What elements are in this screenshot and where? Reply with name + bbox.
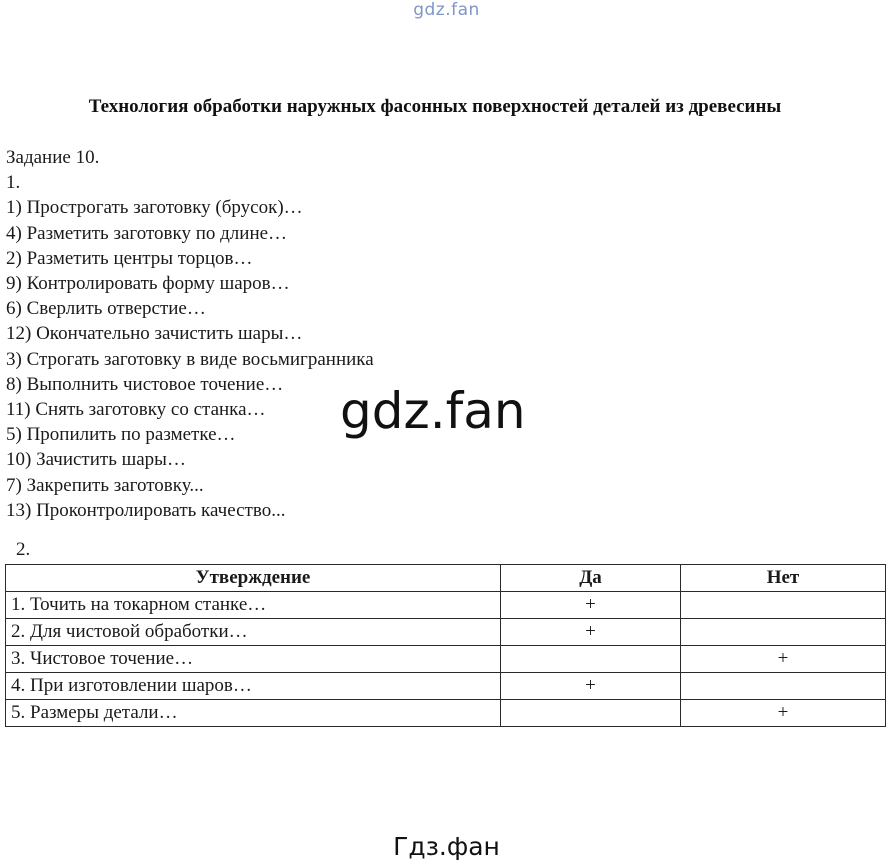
watermark-bottom: Гдз.фан [393, 832, 500, 861]
statement-cell: 5. Размеры детали… [6, 700, 501, 727]
step-item: 10) Зачистить шары… [6, 449, 186, 471]
watermark-center: gdz.fan [336, 380, 530, 442]
yes-cell: + [501, 673, 681, 700]
table-header-row [6, 565, 886, 592]
header-statement: Утверждение [6, 565, 501, 592]
no-cell: + [681, 700, 886, 727]
statement-cell: 3. Чистовое точение… [6, 646, 501, 673]
step-item: 9) Контролировать форму шаров… [6, 273, 290, 295]
header-no: Нет [681, 565, 886, 592]
step-item: 6) Сверлить отверстие… [6, 298, 206, 320]
step-item: 13) Проконтролировать качество... [6, 499, 286, 521]
statements-table [5, 564, 886, 727]
no-cell [681, 592, 886, 619]
step-item: 3) Строгать заготовку в виде восьмигранника [6, 348, 374, 370]
statement-cell: 4. При изготовлении шаров… [6, 673, 501, 700]
table-row [6, 700, 886, 727]
step-item: 11) Снять заготовку со станка… [6, 399, 266, 421]
step-item: 4) Разметить заготовку по длине… [6, 222, 288, 244]
step-item: 7) Закрепить заготовку... [6, 474, 204, 496]
yes-cell [501, 700, 681, 727]
part2-label: 2. [16, 539, 31, 560]
yes-cell: + [501, 619, 681, 646]
task-heading: Задание 10. [6, 147, 100, 168]
statement-cell: 1. Точить на токарном станке… [6, 592, 501, 619]
no-cell: + [681, 646, 886, 673]
yes-cell: + [501, 592, 681, 619]
no-cell [681, 619, 886, 646]
table-row [6, 592, 886, 619]
step-item: 8) Выполнить чистовое точение… [6, 373, 284, 395]
header-yes: Да [501, 565, 681, 592]
statement-cell: 2. Для чистовой обработки… [6, 619, 501, 646]
table-row [6, 673, 886, 700]
no-cell [681, 673, 886, 700]
step-item: 5) Пропилить по разметке… [6, 424, 236, 446]
table-row [6, 646, 886, 673]
part1-label: 1. [6, 172, 21, 194]
step-item: 2) Разметить центры торцов… [6, 247, 253, 269]
step-item: 1) Прострогать заготовку (брусок)… [6, 197, 303, 219]
page-title: Технология обработки наружных фасонных поверхностей деталей из древесины [88, 96, 782, 117]
step-item: 12) Окончательно зачистить шары… [6, 323, 303, 345]
table-row [6, 619, 886, 646]
watermark-top: gdz.fan [413, 0, 480, 20]
task-block [6, 145, 374, 523]
yes-cell [501, 646, 681, 673]
